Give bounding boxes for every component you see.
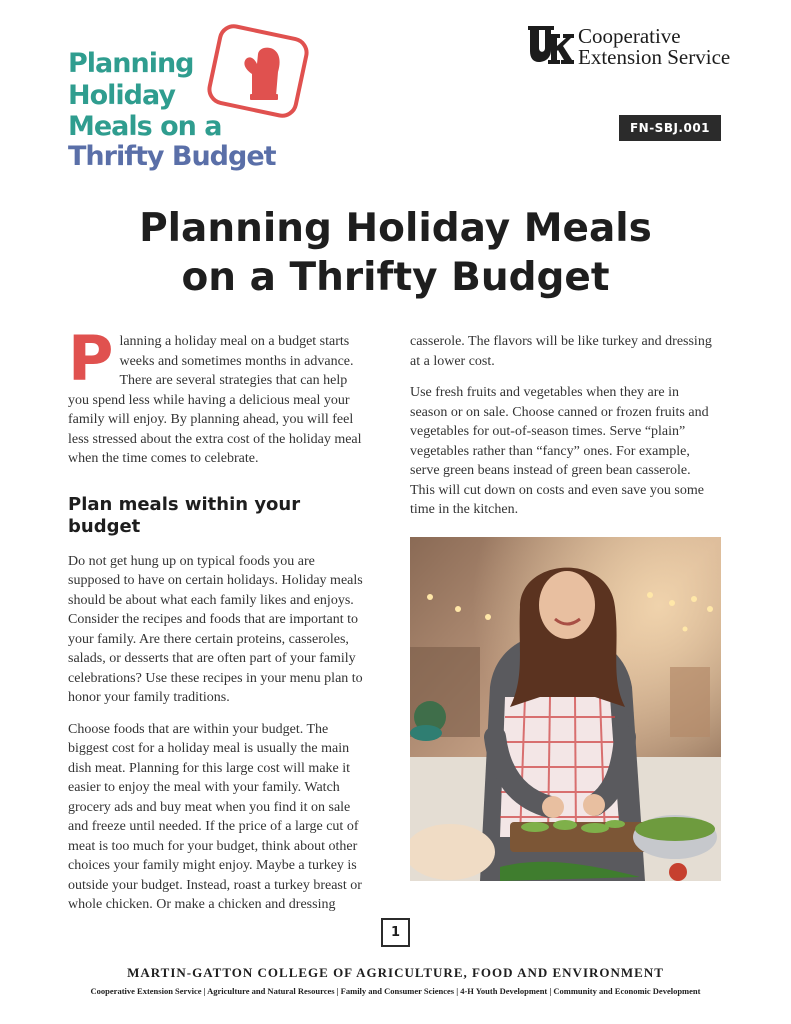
page-title (60, 204, 731, 302)
section-heading: Plan meals within your budget (68, 493, 301, 537)
logo-text-line: Planning (68, 48, 194, 79)
extension-service-logo (528, 26, 748, 74)
logo-text-line: Meals on a (68, 111, 222, 142)
body-paragraph: Use fresh fruits and vegetables when they are in season or on sale. Choose canned or frozen fruits and vegetables for out-of-season times. Serve “plain” vegetables rather than “fancy” ones. For example, serve green beans instead of green bean casserole. This will cut down on costs and even save you some time in the kitchen. (410, 385, 709, 517)
program-units: Cooperative Extension Service | Agriculture and Natural Resources | Family and Consumer Sciences | 4-H Youth Development | Community and Economic Development (90, 986, 701, 996)
right-column (410, 332, 712, 532)
uk-logo-icon (528, 26, 574, 66)
oven-mitt-icon (232, 44, 292, 104)
extension-service-name (578, 26, 730, 68)
intro-text: lanning a holiday meal on a budget starts weeks and sometimes months in advance. There are several strategies that can help you spend less while having a delicious meal your family will enjoy. By planning ahead, you will feel less stressed about the extra cost of the holiday meal when the time comes to celebrate. (68, 334, 362, 466)
intro-paragraph (68, 322, 370, 469)
title-line: on a Thrifty Budget (181, 255, 610, 300)
logo-text-line: Thrifty Budget (68, 141, 276, 172)
cooking-photo (410, 537, 721, 881)
title-line: Planning Holiday Meals (139, 206, 652, 251)
body-paragraph: Choose foods that are within your budget. The biggest cost for a holiday meal is usually the main dish meat. Planning for this large cost will make it easier to enjoy the meal with your family. Watch grocery ads and buy meat when you find it on sale and freeze until needed. If the price of a large cut of meat is too much for your budget, think about other choices your family might enjoy. Maybe a turkey is outside your budget. Instead, roast a turkey breast or whole chicken. Or make a chicken and dressing (68, 721, 362, 912)
drop-cap: P (68, 322, 114, 395)
left-column (68, 322, 370, 927)
page-number: 1 (381, 918, 410, 947)
org-name-line: Extension Service (578, 45, 731, 69)
org-name-line: Cooperative (578, 24, 681, 48)
body-paragraph: Do not get hung up on typical foods you are supposed to have on certain holidays. Holiday meals should be about what each family likes and enjoys. Consider the recipes and foods that are important to your family. Are there certain proteins, casseroles, salads, or desserts that are often part of your family celebrations? Use these recipes in your menu plan to honor your family traditions. (68, 553, 363, 705)
body-paragraph: casserole. The flavors will be like turkey and dressing at a lower cost. (410, 334, 712, 369)
document-code-badge: FN-SBJ.001 (619, 115, 721, 141)
logo-text-line: Holiday (68, 80, 175, 111)
publication-logo (68, 30, 318, 180)
college-name: MARTIN-GATTON COLLEGE OF AGRICULTURE, FOOD AND ENVIRONMENT (127, 965, 664, 980)
